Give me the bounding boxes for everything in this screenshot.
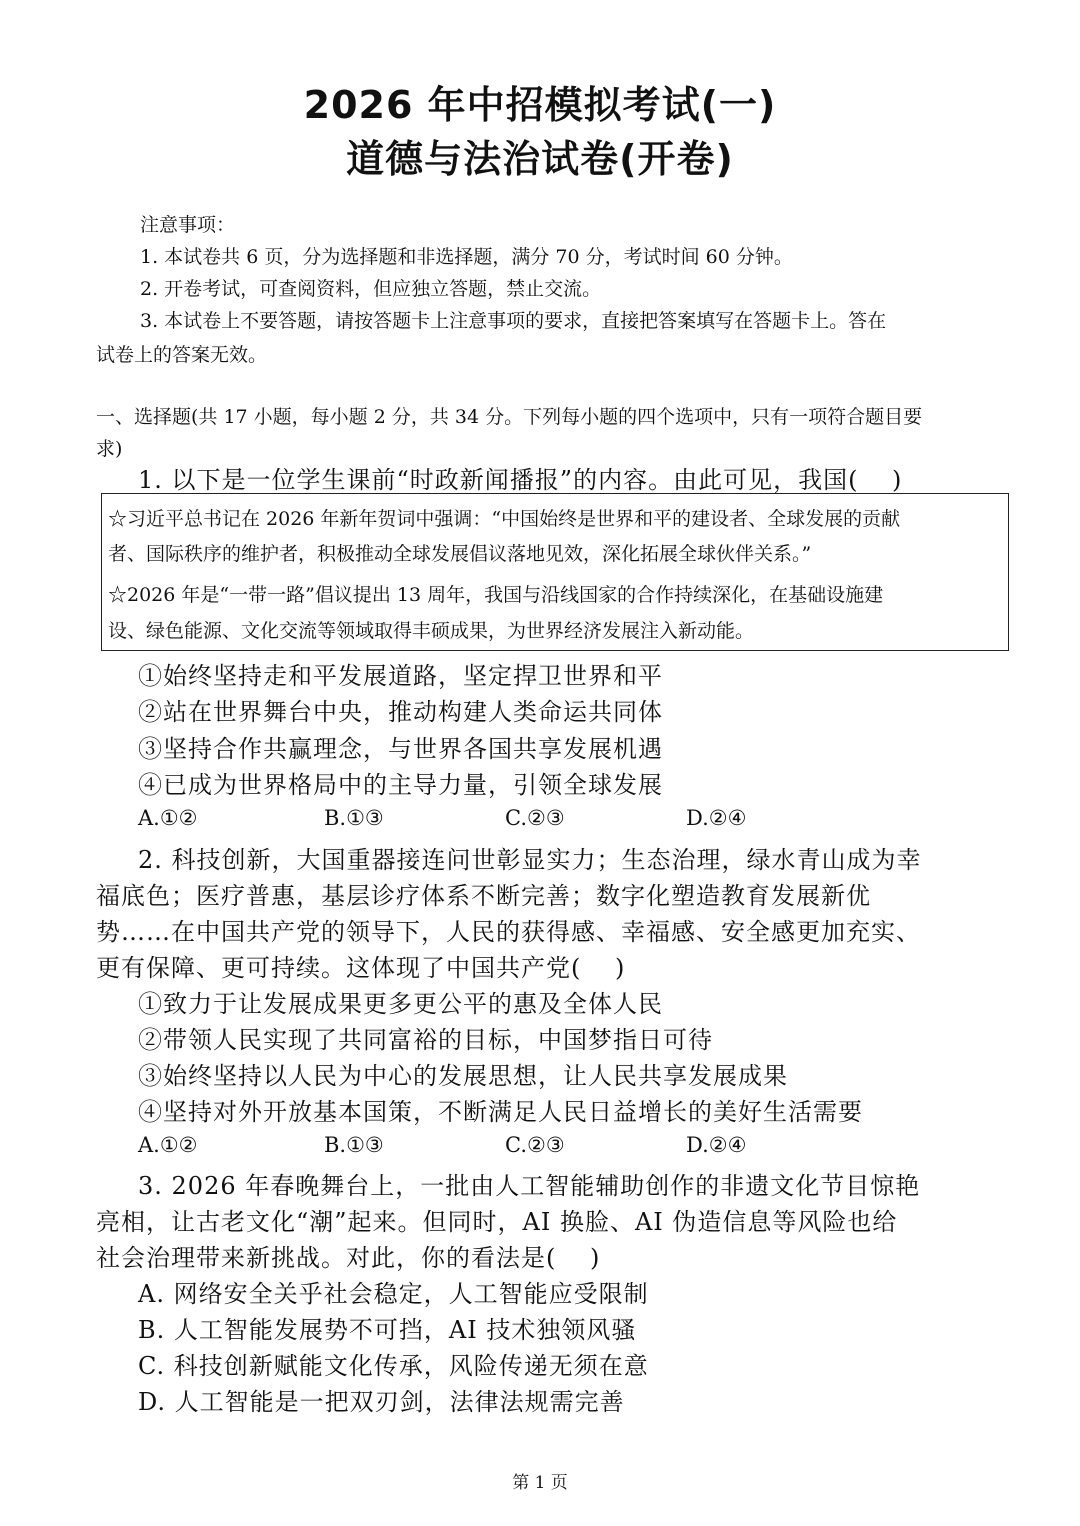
news-box-line: 者、国际秩序的维护者，积极推动全球发展倡议落地见效，深化拓展全球伙伴关系。” [108, 543, 812, 565]
option-a: A.①② [138, 806, 198, 830]
statement: ②站在世界舞台中央，推动构建人类命运共同体 [138, 698, 663, 726]
news-box [101, 493, 1009, 651]
option-a: A.①② [138, 1133, 198, 1157]
option-c: C.②③ [505, 806, 565, 830]
exam-subtitle: 道德与法治试卷(开卷) [346, 137, 734, 181]
notice-item: 1. 本试卷共 6 页，分为选择题和非选择题，满分 70 分，考试时间 60 分钟。 [140, 246, 793, 268]
option-d: D. 人工智能是一把双刃剑，法律法规需完善 [138, 1388, 625, 1416]
statement: ②带领人民实现了共同富裕的目标，中国梦指日可待 [138, 1026, 713, 1054]
notice-item: 2. 开卷考试，可查阅资料，但应独立答题，禁止交流。 [140, 278, 602, 300]
option-b: B.①③ [324, 806, 384, 830]
section-heading-continued: 求) [96, 438, 123, 460]
statement: ③始终坚持以人民为中心的发展思想，让人民共享发展成果 [138, 1062, 788, 1090]
news-box-line: ☆2026 年是“一带一路”倡议提出 13 周年，我国与沿线国家的合作持续深化，在基础设施建 [108, 584, 884, 606]
statement: ①始终坚持走和平发展道路，坚定捍卫世界和平 [138, 662, 663, 690]
statement: ④坚持对外开放基本国策，不断满足人民日益增长的美好生活需要 [138, 1098, 863, 1126]
notice-heading: 注意事项： [140, 214, 236, 236]
question-1-stem: 1. 以下是一位学生课前“时政新闻播报”的内容。由此可见，我国( ) [138, 466, 903, 494]
question-2-stem-line: 更有保障、更可持续。这体现了中国共产党( ) [96, 954, 626, 982]
question-2-stem-line: 福底色；医疗普惠，基层诊疗体系不断完善；数字化塑造教育发展新优 [96, 882, 871, 910]
statement: ③坚持合作共赢理念，与世界各国共享发展机遇 [138, 735, 663, 763]
option-a: A. 网络安全关乎社会稳定，人工智能应受限制 [138, 1280, 649, 1308]
option-c: C.②③ [505, 1133, 565, 1157]
question-3-stem-line: 亮相，让古老文化“潮”起来。但同时，AI 换脸、AI 伪造信息等风险也给 [96, 1208, 898, 1236]
option-d: D.②④ [686, 806, 747, 830]
statement: ①致力于让发展成果更多更公平的惠及全体人民 [138, 990, 663, 1018]
news-box-line: ☆习近平总书记在 2026 年新年贺词中强调：“中国始终是世界和平的建设者、全球发展的贡献 [108, 508, 901, 530]
option-b: B.①③ [324, 1133, 384, 1157]
page-number: 第 1 页 [512, 1473, 568, 1493]
exam-title: 2026 年中招模拟考试(一) [303, 83, 777, 127]
statement: ④已成为世界格局中的主导力量，引领全球发展 [138, 771, 663, 799]
question-3-stem-line: 社会治理带来新挑战。对此，你的看法是( ) [96, 1244, 601, 1272]
option-c: C. 科技创新赋能文化传承，风险传递无须在意 [138, 1352, 649, 1380]
option-b: B. 人工智能发展势不可挡，AI 技术独领风骚 [138, 1316, 637, 1344]
question-3-stem: 3. 2026 年春晚舞台上，一批由人工智能辅助创作的非遗文化节目惊艳 [138, 1172, 921, 1200]
option-d: D.②④ [686, 1133, 747, 1157]
news-box-line: 设、绿色能源、文化交流等领域取得丰硕成果，为世界经济发展注入新动能。 [108, 620, 755, 642]
notice-item: 3. 本试卷上不要答题，请按答题卡上注意事项的要求，直接把答案填写在答题卡上。答在 [140, 310, 887, 332]
question-2-stem-line: 势……在中国共产党的领导下，人民的获得感、幸福感、安全感更加充实、 [96, 918, 921, 946]
question-2-stem: 2. 科技创新，大国重器接连问世彰显实力；生态治理，绿水青山成为幸 [138, 846, 922, 874]
section-heading: 一、选择题(共 17 小题，每小题 2 分，共 34 分。下列每小题的四个选项中，只有一项符合题目要 [96, 406, 923, 428]
notice-item-continued: 试卷上的答案无效。 [96, 344, 268, 366]
